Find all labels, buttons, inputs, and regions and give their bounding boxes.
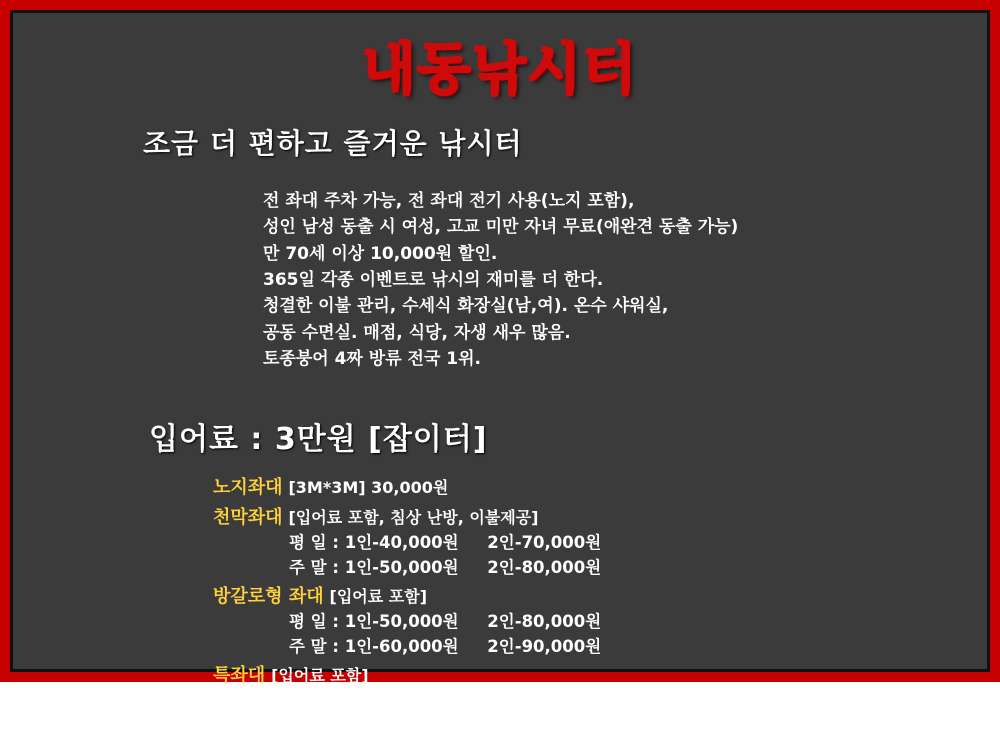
intro-line: 성인 남성 동출 시 여성, 고교 미만 자녀 무료(애완견 동출 가능) [263, 217, 739, 238]
intro-line: 전 좌대 주차 가능, 전 좌대 전기 사용(노지 포함), [263, 191, 635, 211]
rate-line: 평 일 : 1인-50,000원 2인-80,000원 [289, 612, 602, 632]
rate-list [13, 474, 987, 739]
rate-item [213, 474, 987, 502]
rate-title: 노지좌대 [213, 477, 283, 499]
rate-line: 평 일 : 1인 사용시-100,000원 2인 이상 - 120,000원 [289, 691, 716, 711]
intro-line: 토종붕어 4짜 방류 전국 1위. [263, 349, 482, 370]
rate-note: [입어료 포함] [271, 665, 369, 685]
rate-note: [입어료 포함] [329, 586, 428, 606]
rate-item [213, 662, 987, 739]
page-title: 내동낚시터 [362, 37, 638, 101]
rate-line: 주 말 : 1인-60,000원 2인-90,000원 [289, 637, 602, 657]
rate-item [213, 583, 987, 660]
intro-line: 청결한 이불 관리, 수세식 화장실(남,여). 온수 샤워실, [263, 296, 669, 317]
intro-line: 공동 수면실. 매점, 식당, 자생 새우 많음. [263, 322, 571, 343]
rate-line: 평 일 : 1인-40,000원 2인-70,000원 [289, 533, 602, 553]
price-heading: 입어료 : 3만원 [잡이터] [149, 422, 488, 458]
title-container [13, 25, 987, 104]
poster-body [10, 10, 990, 736]
rate-note: [3M*3M] 30,000원 [288, 478, 449, 498]
rate-title: 방갈로형 좌대 [213, 585, 324, 607]
rate-title: 특좌대 [213, 664, 266, 686]
intro-line: 365일 각종 이벤트로 낚시의 재미를 더 한다. [263, 270, 604, 291]
rate-line: 주 말 : 1인-50,000원 2인-80,000원 [289, 558, 602, 578]
rate-line: 주 말 : 150,000원[인원제한 없음, 낚시대 편성 제한 없음] [289, 716, 725, 736]
intro-line: 만 70세 이상 10,000원 할인. [263, 243, 498, 264]
intro-text-block [13, 188, 987, 372]
rate-item [213, 504, 987, 581]
rate-note: [입어료 포함, 침상 난방, 이불제공] [288, 507, 539, 527]
rate-title: 천막좌대 [213, 506, 283, 528]
poster-subtitle: 조금 더 편하고 즐거운 낚시터 [143, 127, 523, 160]
